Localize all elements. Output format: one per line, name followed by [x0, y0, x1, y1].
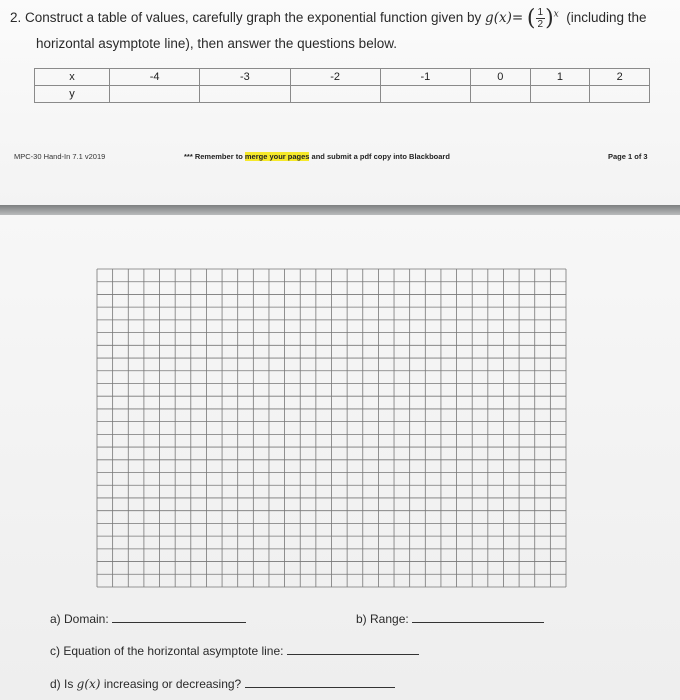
- x-value-cell: -1: [380, 69, 470, 86]
- fraction-denominator: 2: [537, 19, 544, 30]
- increasing-suffix: increasing or decreasing?: [100, 677, 242, 691]
- y-value-cell[interactable]: [110, 86, 200, 103]
- domain-label: a) Domain:: [50, 612, 109, 626]
- table-row-y: [35, 86, 650, 103]
- function-exponent: x: [553, 9, 559, 20]
- asymptote-answer-blank[interactable]: [287, 654, 419, 655]
- fraction: [536, 7, 546, 30]
- table-of-values: [34, 68, 650, 103]
- question-text-start: 2. Construct a table of values, carefully graph the exponential function given by: [10, 10, 486, 26]
- y-value-cell[interactable]: [200, 86, 290, 103]
- domain-question: [50, 612, 246, 626]
- footer-reminder: [184, 152, 450, 161]
- table-row-x: [35, 69, 650, 86]
- x-value-cell: -4: [110, 69, 200, 86]
- x-value-cell: 1: [530, 69, 590, 86]
- increasing-question: [50, 677, 395, 691]
- question-text-end: (including the: [566, 10, 647, 26]
- row-label-x: x: [35, 69, 110, 86]
- worksheet-page-1: [0, 0, 680, 205]
- paren-close: ): [545, 6, 554, 31]
- increasing-prefix: d) Is: [50, 677, 77, 691]
- x-value-cell: 0: [471, 69, 531, 86]
- fraction-numerator: 1: [537, 7, 544, 18]
- y-value-cell[interactable]: [590, 86, 650, 103]
- x-value-cell: -3: [200, 69, 290, 86]
- row-label-y: y: [35, 86, 110, 103]
- range-label: b) Range:: [356, 612, 409, 626]
- domain-answer-blank[interactable]: [112, 622, 246, 623]
- asymptote-label: c) Equation of the horizontal asymptote line:: [50, 644, 284, 658]
- y-value-cell[interactable]: [530, 86, 590, 103]
- graph-grid[interactable]: [0, 215, 680, 700]
- asymptote-question: [50, 644, 419, 658]
- y-value-cell[interactable]: [380, 86, 470, 103]
- range-question: [356, 612, 544, 626]
- worksheet-page-2: [0, 215, 680, 700]
- reminder-prefix: *** Remember to: [184, 152, 245, 161]
- reminder-suffix: and submit a pdf copy into Blackboard: [309, 152, 450, 161]
- range-answer-blank[interactable]: [412, 622, 544, 623]
- y-value-cell[interactable]: [471, 86, 531, 103]
- reminder-highlight: merge your pages: [244, 152, 310, 161]
- function-lhs: g(x)=: [485, 10, 524, 27]
- y-value-cell[interactable]: [290, 86, 380, 103]
- page-divider: [0, 205, 680, 215]
- footer-page-number: Page 1 of 3: [608, 152, 648, 161]
- question-line-1: [10, 6, 647, 31]
- x-value-cell: 2: [590, 69, 650, 86]
- question-line-2: horizontal asymptote line), then answer the questions below.: [36, 36, 397, 51]
- increasing-answer-blank[interactable]: [245, 687, 395, 688]
- footer-course-code: MPC-30 Hand-In 7.1 v2019: [14, 152, 106, 161]
- x-value-cell: -2: [290, 69, 380, 86]
- paren-open: (: [526, 6, 536, 31]
- increasing-function: g(x): [76, 677, 101, 691]
